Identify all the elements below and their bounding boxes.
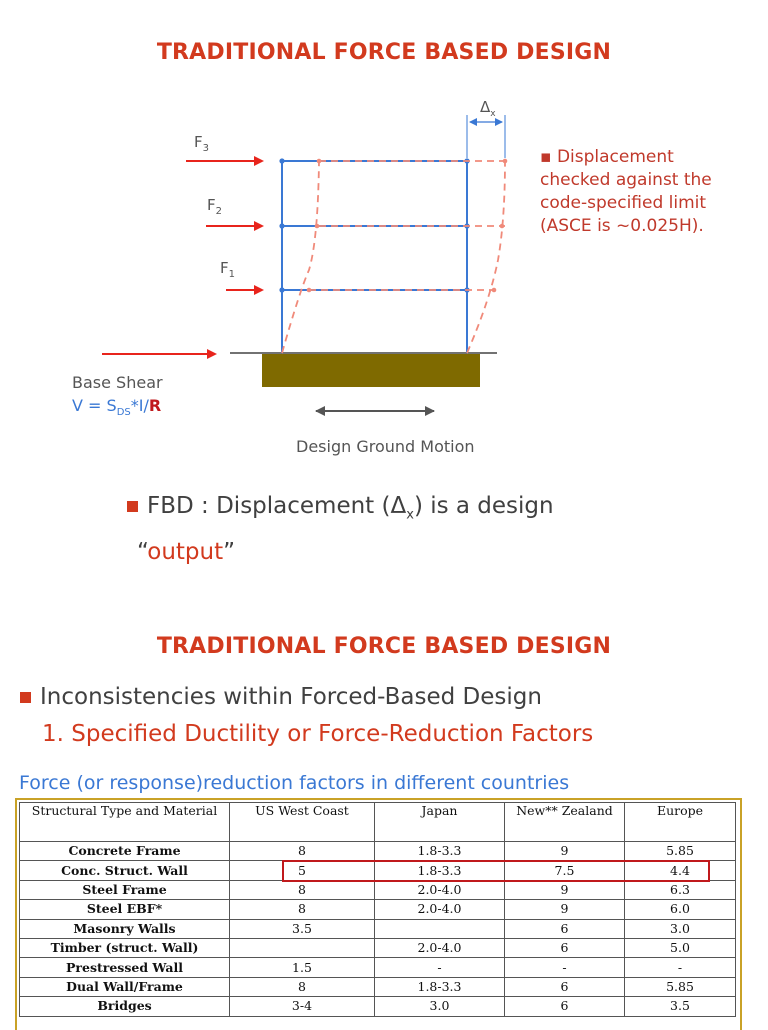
- value-cell: 1.5: [230, 958, 375, 977]
- value-cell: -: [505, 958, 625, 977]
- header-japan: Japan: [375, 803, 505, 842]
- value-cell: [375, 919, 505, 938]
- header-europe: Europe: [625, 803, 736, 842]
- value-cell: 8: [230, 977, 375, 996]
- header-us-west-coast: US West Coast: [230, 803, 375, 842]
- ground-motion-label: Design Ground Motion: [296, 437, 475, 456]
- value-cell: -: [625, 958, 736, 977]
- value-cell: 3.5: [625, 997, 736, 1016]
- value-cell: 1.8-3.3: [375, 977, 505, 996]
- row-label-cell: Conc. Struct. Wall: [20, 861, 230, 880]
- value-cell: 6.0: [625, 900, 736, 919]
- deformed-frame: [282, 161, 505, 353]
- table-header-row: [20, 803, 736, 842]
- value-cell: 6: [505, 997, 625, 1016]
- value-cell: 3.0: [375, 997, 505, 1016]
- row-label-cell: Bridges: [20, 997, 230, 1016]
- value-cell: 9: [505, 880, 625, 899]
- table-row: [20, 842, 736, 861]
- slide-title-1: TRADITIONAL FORCE BASED DESIGN: [156, 40, 612, 65]
- row-label-cell: Steel Frame: [20, 880, 230, 899]
- value-cell: 8: [230, 880, 375, 899]
- row-label-cell: Steel EBF*: [20, 900, 230, 919]
- value-cell: 6: [505, 938, 625, 957]
- value-cell: 5: [230, 861, 375, 880]
- value-cell: 3.5: [230, 919, 375, 938]
- value-cell: 1.8-3.3: [375, 861, 505, 880]
- table-row: [20, 880, 736, 899]
- table-row: [20, 958, 736, 977]
- row-label-cell: Prestressed Wall: [20, 958, 230, 977]
- value-cell: 9: [505, 900, 625, 919]
- row-label-cell: Concrete Frame: [20, 842, 230, 861]
- value-cell: 5.85: [625, 842, 736, 861]
- value-cell: 5.0: [625, 938, 736, 957]
- force-label-f2: $F_2$: [207, 196, 223, 217]
- bullet-square-icon: [127, 501, 138, 512]
- value-cell: 3-4: [230, 997, 375, 1016]
- highlight-box: [282, 860, 710, 882]
- row-label-cell: Dual Wall/Frame: [20, 977, 230, 996]
- table-row: [20, 997, 736, 1016]
- bullet-square-icon: [20, 692, 31, 703]
- value-cell: 5.85: [625, 977, 736, 996]
- value-cell: 2.0-4.0: [375, 938, 505, 957]
- base-shear-label: Base Shear: [72, 373, 163, 392]
- value-cell: 9: [505, 842, 625, 861]
- value-cell: 6: [505, 919, 625, 938]
- base-shear-formula: $V = S_{DS}*I/R$: [72, 396, 162, 419]
- value-cell: 6: [505, 977, 625, 996]
- row-label-cell: Timber (struct. Wall): [20, 938, 230, 957]
- value-cell: 2.0-4.0: [375, 880, 505, 899]
- slide-title-2: TRADITIONAL FORCE BASED DESIGN: [156, 634, 612, 659]
- table-row: [20, 977, 736, 996]
- table-row: [20, 900, 736, 919]
- inconsistencies-bullet: Inconsistencies within Forced-Based Design: [20, 684, 542, 710]
- table-caption: Force (or response)reduction factors in different countries: [19, 772, 570, 794]
- value-cell: 8: [230, 842, 375, 861]
- value-cell: 2.0-4.0: [375, 900, 505, 919]
- value-cell: [230, 938, 375, 957]
- value-cell: 1.8-3.3: [375, 842, 505, 861]
- displacement-note: ▪ Displacement checked against the code-specified limit (ASCE is ~0.025H).: [540, 147, 712, 236]
- table-row: [20, 938, 736, 957]
- force-label-f3: $F_3$: [194, 133, 210, 154]
- ductility-subbullet: 1. Specified Ductility or Force-Reduction Factors: [42, 721, 594, 747]
- reduction-factor-table: [19, 802, 736, 1017]
- header-structural-type: Structural Type and Material: [20, 803, 230, 842]
- value-cell: -: [375, 958, 505, 977]
- delta-label: $\Delta_x$: [480, 98, 496, 119]
- value-cell: 7.5: [505, 861, 625, 880]
- original-frame: [282, 161, 467, 353]
- foundation-block: [262, 354, 480, 387]
- value-cell: 3.0: [625, 919, 736, 938]
- value-cell: 6.3: [625, 880, 736, 899]
- value-cell: 8: [230, 900, 375, 919]
- row-label-cell: Masonry Walls: [20, 919, 230, 938]
- fbd-bullet: FBD : Displacement $(\Delta_x)$ is a design “output”: [127, 488, 554, 570]
- value-cell: 4.4: [625, 861, 736, 880]
- header-new-zealand: New** Zealand: [505, 803, 625, 842]
- force-label-f1: $F_1$: [220, 259, 236, 280]
- table-row: [20, 919, 736, 938]
